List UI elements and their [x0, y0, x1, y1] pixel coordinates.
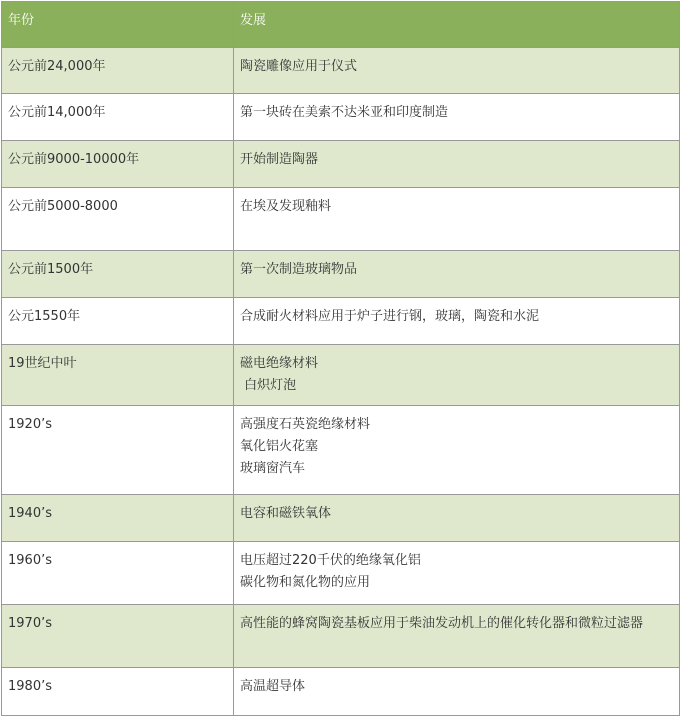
- development-line: 电压超过220千伏的绝缘氧化铝: [240, 553, 421, 568]
- header-development: 发展: [234, 2, 680, 48]
- development-cell: [234, 298, 680, 345]
- table-row: [2, 406, 680, 495]
- ceramics-history-table: [1, 1, 680, 716]
- development-cell: [234, 94, 680, 141]
- year-cell: 1920’s: [2, 406, 234, 495]
- development-line: 电容和磁铁氧体: [240, 506, 332, 521]
- development-line: 第一次制造玻璃物品: [240, 262, 358, 277]
- development-line: 在埃及发现釉料: [240, 199, 332, 214]
- development-cell: [234, 605, 680, 668]
- year-cell: 公元前24,000年: [2, 48, 234, 94]
- development-cell: [234, 141, 680, 188]
- development-line: 陶瓷雕像应用于仪式: [240, 59, 358, 74]
- table-row: [2, 605, 680, 668]
- development-line: 氧化铝火花塞: [240, 439, 319, 454]
- development-line: 白炽灯泡: [240, 378, 297, 393]
- table-row: [2, 298, 680, 345]
- year-cell: 公元前5000-8000: [2, 188, 234, 251]
- table-row: [2, 48, 680, 94]
- table-header-row: [2, 2, 680, 48]
- development-cell: [234, 188, 680, 251]
- table-row: [2, 668, 680, 716]
- development-line: 磁电绝缘材料: [240, 356, 319, 371]
- development-line: 合成耐火材料应用于炉子进行钢，玻璃，陶瓷和水泥: [240, 309, 540, 324]
- table-row: [2, 141, 680, 188]
- year-cell: 公元前9000-10000年: [2, 141, 234, 188]
- development-cell: [234, 251, 680, 298]
- year-cell: 1940’s: [2, 495, 234, 542]
- development-cell: [234, 48, 680, 94]
- year-cell: 公元1550年: [2, 298, 234, 345]
- development-cell: [234, 668, 680, 716]
- development-cell: [234, 542, 680, 605]
- development-line: 开始制造陶器: [240, 152, 319, 167]
- development-line: 高性能的蜂窝陶瓷基板应用于柴油发动机上的催化转化器和微粒过滤器: [240, 616, 644, 631]
- table-row: [2, 542, 680, 605]
- table-row: [2, 495, 680, 542]
- development-line: 高温超导体: [240, 679, 306, 694]
- year-cell: 公元前14,000年: [2, 94, 234, 141]
- year-cell: 19世纪中叶: [2, 345, 234, 406]
- development-line: 碳化物和氮化物的应用: [240, 575, 371, 590]
- year-cell: 1960’s: [2, 542, 234, 605]
- year-cell: 1980’s: [2, 668, 234, 716]
- table-row: [2, 251, 680, 298]
- year-cell: 公元前1500年: [2, 251, 234, 298]
- development-line: 玻璃窗汽车: [240, 461, 306, 476]
- development-line: 高强度石英瓷绝缘材料: [240, 417, 371, 432]
- development-cell: [234, 406, 680, 495]
- year-cell: 1970’s: [2, 605, 234, 668]
- development-line: 第一块砖在美索不达米亚和印度制造: [240, 105, 449, 120]
- development-cell: [234, 495, 680, 542]
- header-year: 年份: [2, 2, 234, 48]
- table-row: [2, 94, 680, 141]
- table-row: [2, 188, 680, 251]
- development-cell: [234, 345, 680, 406]
- table-row: [2, 345, 680, 406]
